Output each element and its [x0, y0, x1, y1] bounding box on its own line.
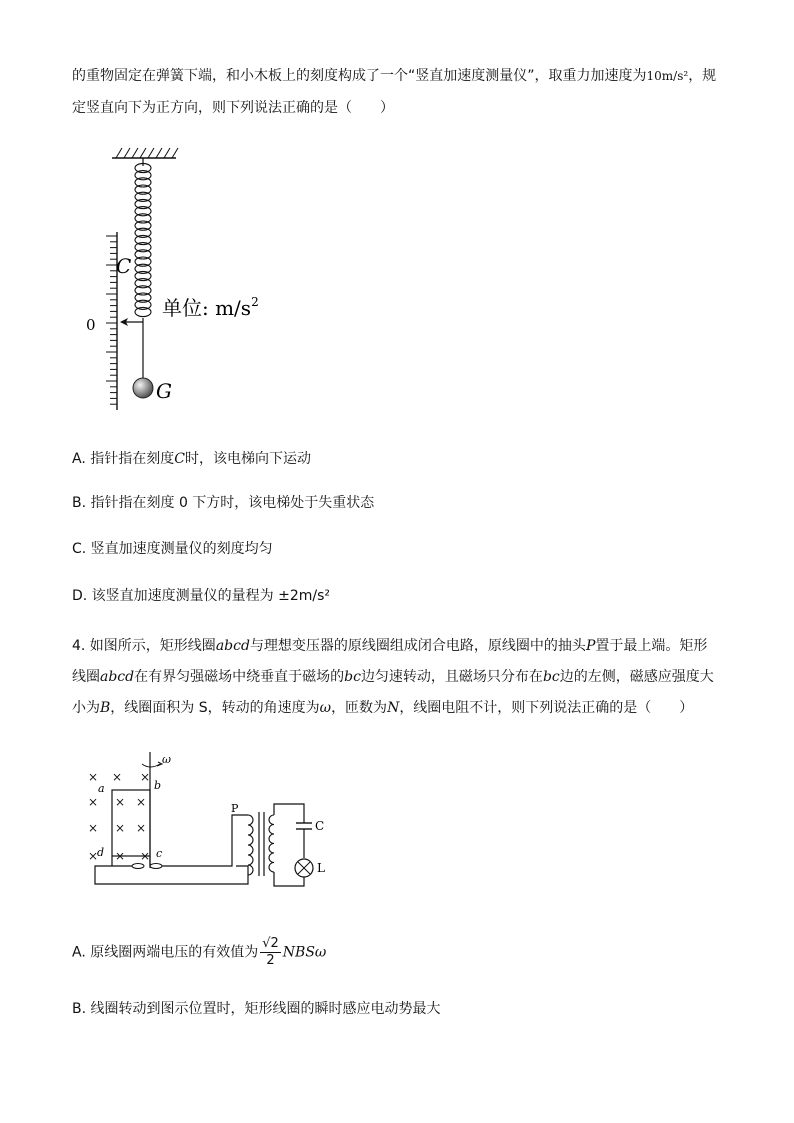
q4-option-b: B. 线圈转动到图示位置时，矩形线圈的瞬时感应电动势最大 — [72, 1001, 441, 1017]
q3-option-c: C. 竖直加速度测量仪的刻度均匀 — [72, 541, 273, 557]
q4-option-a: A. 原线圈两端电压的有效值为 $\frac{√2}{2}$ NBSω — [72, 936, 327, 968]
svg-text:c: c — [156, 847, 163, 860]
svg-text:d: d — [97, 846, 105, 859]
q3-stem-line-2: 定竖直向下为正方向，则下列说法正确的是（ ） — [72, 100, 394, 116]
svg-text:×: × — [136, 821, 147, 835]
svg-text:×: × — [88, 770, 99, 784]
q3-option-a: A. 指针指在刻度C时，该电梯向下运动 — [72, 451, 311, 467]
label-c: C — [116, 254, 132, 278]
tap-p: P — [231, 802, 239, 815]
fraction-sqrt2-over-2: $\frac{√2}{2}$ — [262, 936, 279, 968]
q4-stem-line-1: 4. 如图所示，矩形线圈abcd与理想变压器的原线圈组成闭合电路，原线圈中的抽头P置于最上端。矩形 — [72, 638, 708, 654]
label-g: G — [156, 379, 172, 403]
svg-text:×: × — [112, 770, 123, 784]
svg-text:ω: ω — [162, 753, 171, 766]
svg-text:×: × — [88, 849, 99, 863]
svg-text:×: × — [115, 821, 126, 835]
svg-text:a: a — [98, 782, 105, 795]
svg-text:×: × — [140, 849, 151, 863]
svg-text:×: × — [88, 821, 99, 835]
q4-stem-line-2: 线圈abcd在有界匀强磁场中绕垂直于磁场的bc边匀速转动，且磁场只分布在bc边的左侧，磁感应强度大 — [72, 669, 714, 685]
primary-coil — [248, 815, 253, 875]
unit-label: 单位: $m/s^2$ — [162, 295, 259, 320]
svg-text:×: × — [136, 795, 147, 809]
svg-text:×: × — [115, 849, 126, 863]
secondary-coil — [269, 815, 274, 872]
lamp-label: L — [317, 861, 325, 875]
svg-text:×: × — [88, 795, 99, 809]
capacitor-label: C — [315, 819, 325, 833]
svg-text:×: × — [140, 770, 151, 784]
label-zero: 0 — [86, 316, 96, 334]
svg-text:×: × — [115, 795, 126, 809]
q3-option-d: D. 该竖直加速度测量仪的量程为 ±2m/s² — [72, 588, 331, 604]
svg-text:b: b — [154, 779, 162, 792]
q4-stem-line-3: 小为B，线圈面积为 S，转动的角速度为ω，匝数为N，线圈电阻不计，则下列说法正确的是（ ） — [72, 700, 694, 716]
q3-stem-line-1: 的重物固定在弹簧下端，和小木板上的刻度构成了一个“竖直加速度测量仪”，取重力加速度为10m/s²，规 — [72, 68, 717, 84]
q3-option-b: B. 指针指在刻度 0 下方时，该电梯处于失重状态 — [72, 495, 375, 511]
gravity-value: 10m/s² — [646, 69, 689, 83]
